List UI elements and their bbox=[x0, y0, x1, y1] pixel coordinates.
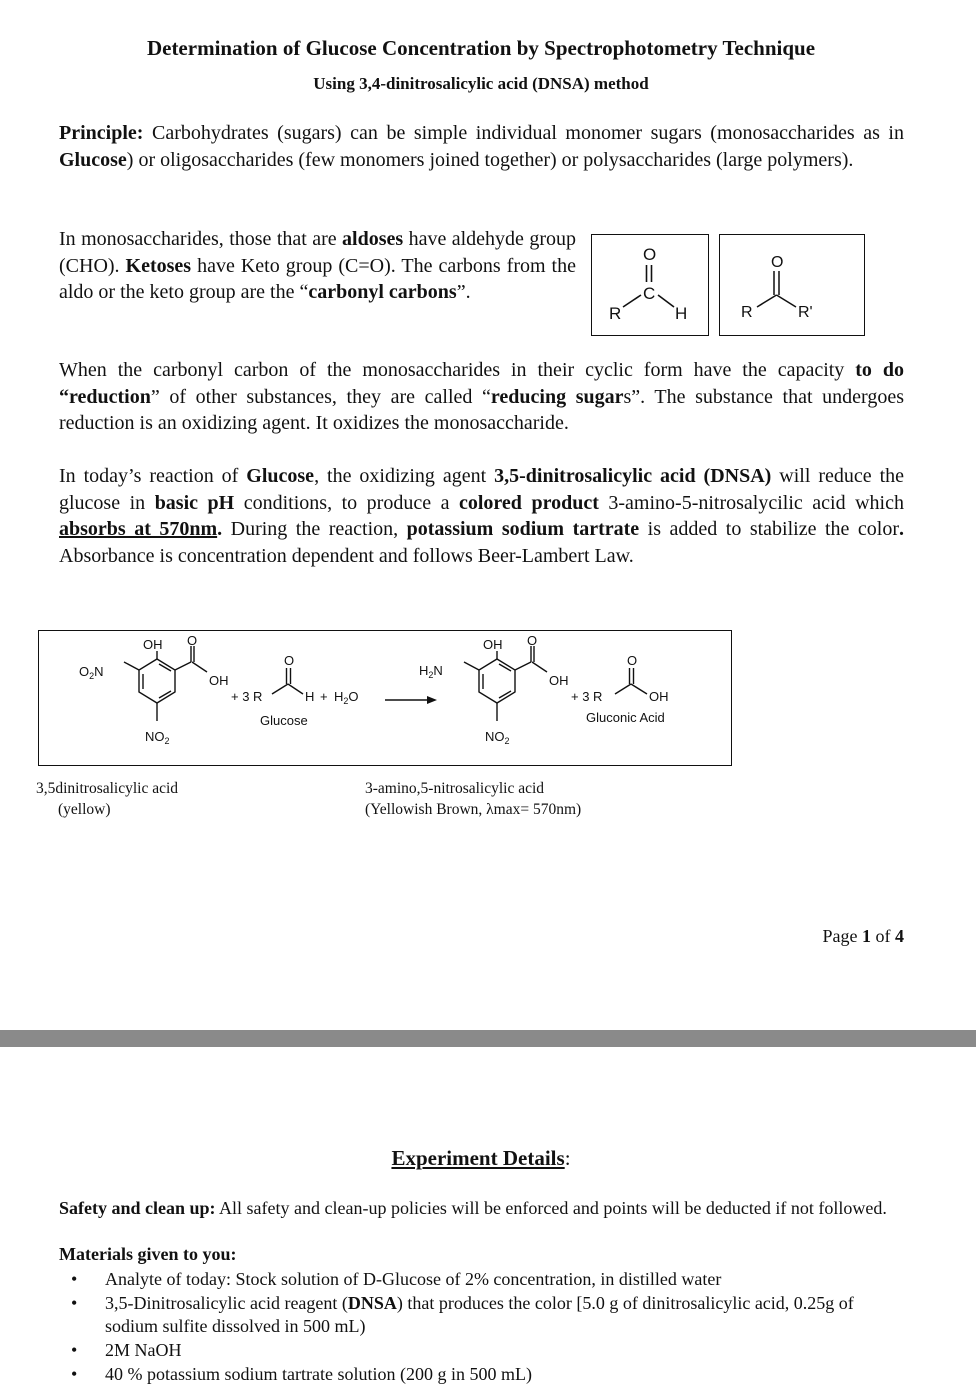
product-caption-line-1: 3-amino,5-nitrosalicylic acid bbox=[365, 780, 545, 797]
reaction-text-4: conditions, to produce a bbox=[234, 491, 459, 514]
glucose-name-label: Glucose bbox=[260, 713, 308, 728]
product-caption bbox=[365, 778, 581, 820]
experiment-details-title: Experiment Details bbox=[391, 1146, 565, 1170]
page-number-total: 4 bbox=[895, 926, 904, 946]
principle-bold-glucose: Glucose bbox=[59, 148, 127, 171]
document-title: Determination of Glucose Concentration by Spectrophotometry Technique bbox=[146, 36, 816, 60]
product-caption-line-2: (Yellowish Brown, λmax= 570nm) bbox=[365, 801, 582, 818]
bullet: • bbox=[71, 1364, 78, 1384]
aldehyde-structure-diagram bbox=[592, 235, 708, 335]
principle-text-2: ) or oligosaccharides (few monomers joined together) or polysaccharides (large polymers). bbox=[126, 148, 854, 171]
dnsa-no2-label: $NO_2$ bbox=[145, 729, 170, 746]
aldehyde-r-label: R bbox=[609, 304, 622, 323]
safety-paragraph bbox=[59, 1197, 905, 1220]
reducing-text-2: ” of other substances, they are called “ bbox=[150, 385, 491, 408]
page-number bbox=[823, 926, 905, 947]
reaction-scheme-box bbox=[38, 630, 732, 766]
dnsa-cooh-oh-label: OH bbox=[209, 673, 229, 688]
aldehyde-c-label: C bbox=[643, 284, 656, 303]
experiment-details-colon: : bbox=[564, 1146, 571, 1170]
principle-paragraph bbox=[59, 120, 904, 173]
reaction-bold-tartrate: potassium sodium tartrate bbox=[406, 518, 640, 540]
product-molecule bbox=[464, 646, 547, 721]
gluconic-coefficient-label: + 3 R bbox=[571, 689, 603, 704]
page-divider bbox=[0, 1030, 976, 1047]
safety-label: Safety and clean up: bbox=[59, 1198, 216, 1218]
reaction-text-2: , the oxidizing agent bbox=[314, 465, 495, 487]
monosaccharides-paragraph bbox=[59, 226, 576, 306]
ketone-structure-box bbox=[719, 234, 865, 336]
dnsa-carbonyl-o-label: O bbox=[187, 633, 198, 648]
mono-text-2: have aldehyde group (CHO). bbox=[59, 228, 576, 277]
gluconic-oh-label: OH bbox=[649, 689, 669, 704]
material-bold-dnsa: DNSA bbox=[347, 1293, 397, 1313]
mono-bold-carbonyl: carbonyl carbons bbox=[308, 281, 457, 303]
reaction-bold-ph: basic pH bbox=[154, 491, 235, 514]
page-2 bbox=[0, 1047, 976, 1398]
reaction-text-5: 3-amino-5-nitrosalycilic acid which bbox=[598, 491, 904, 514]
glucose-o-label: O bbox=[284, 653, 295, 668]
glucose-molecule bbox=[272, 668, 303, 694]
reaction-bold-dnsa: 3,5-dinitrosalicylic acid (DNSA) bbox=[494, 465, 772, 487]
page-number-prefix: Page bbox=[822, 926, 862, 946]
list-item bbox=[59, 1268, 905, 1291]
principle-text-1: Carbohydrates (sugars) can be simple individual monomer sugars (monosaccharides as in bbox=[143, 122, 904, 144]
reducing-bold-1: to do “reduction bbox=[59, 359, 904, 408]
reaction-arrow bbox=[385, 696, 437, 704]
aldehyde-h-label: H bbox=[675, 304, 688, 323]
reaction-text-1: In today’s reaction of bbox=[59, 465, 247, 487]
gluconic-acid-molecule bbox=[615, 668, 647, 694]
dnsa-caption bbox=[36, 778, 178, 820]
mono-bold-aldoses: aldoses bbox=[342, 228, 404, 250]
ketone-structure-diagram bbox=[720, 235, 864, 335]
page-number-of: of bbox=[871, 926, 895, 946]
bullet: • bbox=[71, 1340, 78, 1360]
aldehyde-structure-box bbox=[591, 234, 709, 336]
product-no2-label: $NO_2$ bbox=[485, 729, 510, 746]
dnsa-molecule bbox=[124, 646, 207, 721]
page-number-current: 1 bbox=[862, 926, 871, 946]
experiment-details-heading bbox=[0, 1146, 962, 1171]
reducing-text-3: s”. The substance that undergoes reduction is an oxidizing agent. It oxidizes the monosaccharide. bbox=[59, 385, 904, 434]
reaction-bold-period-2: . bbox=[899, 518, 904, 540]
gluconic-o-label: O bbox=[627, 653, 638, 668]
reaction-bold-underline-570: absorbs at 570nm bbox=[59, 518, 218, 540]
product-h2n-label: $H_2N$ bbox=[419, 663, 443, 680]
dnsa-caption-line-2: (yellow) bbox=[58, 801, 111, 818]
principle-label: Principle: bbox=[59, 122, 144, 144]
reducing-bold-2: reducing sugar bbox=[490, 385, 624, 408]
water-label: $H_2O$ bbox=[334, 689, 359, 706]
ketone-r-label: R bbox=[741, 304, 753, 321]
list-item bbox=[59, 1292, 905, 1338]
ketone-o-label: O bbox=[771, 254, 784, 271]
ketone-r-prime-label: R' bbox=[798, 304, 813, 321]
material-text: 3,5-Dinitrosalicylic acid reagent ( bbox=[105, 1293, 348, 1313]
reaction-text-7: is added to stabilize the color bbox=[639, 518, 899, 540]
bullet: • bbox=[71, 1269, 78, 1289]
reaction-paragraph bbox=[59, 463, 904, 569]
mono-text-3: have Keto group (C=O). The carbons from the aldo or the keto group are the “ bbox=[59, 254, 576, 303]
bullet: • bbox=[71, 1293, 78, 1313]
reaction-scheme-diagram bbox=[39, 631, 731, 765]
glucose-coefficient-label: + 3 R bbox=[231, 689, 263, 704]
glucose-h-label: H bbox=[305, 689, 315, 704]
reducing-text-1: When the carbonyl carbon of the monosaccharides in their cyclic form have the capacity bbox=[59, 359, 856, 381]
reaction-bold-period-1: . bbox=[217, 518, 223, 540]
reaction-text-8: Absorbance is concentration dependent and follows Beer-Lambert Law. bbox=[59, 544, 634, 567]
reaction-text-3: will reduce the glucose in bbox=[59, 465, 905, 514]
material-text-2: ) that produces the color [5.0 g of dinitrosalicylic acid, 0.25g of sodium sulfite dissolved in 500 mL) bbox=[105, 1293, 854, 1336]
dnsa-oh-label: OH bbox=[143, 637, 163, 652]
reaction-text-6: During the reaction, bbox=[222, 518, 407, 540]
document-subtitle: Using 3,4-dinitrosalicylic acid (DNSA) method bbox=[313, 74, 649, 93]
product-cooh-oh-label: OH bbox=[549, 673, 569, 688]
water-plus-label: + bbox=[320, 689, 328, 704]
gluconic-acid-name-label: Gluconic Acid bbox=[586, 710, 665, 725]
materials-heading: Materials given to you: bbox=[59, 1244, 237, 1264]
safety-text: All safety and clean-up policies will be enforced and points will be deducted if not followed. bbox=[215, 1198, 887, 1218]
materials-list bbox=[59, 1268, 905, 1387]
mono-text-4: ”. bbox=[456, 281, 471, 303]
mono-text-1: In monosaccharides, those that are bbox=[59, 228, 343, 250]
reaction-bold-colored-product: colored product bbox=[458, 491, 599, 514]
aldehyde-o-label: O bbox=[643, 245, 657, 264]
reducing-sugar-paragraph bbox=[59, 357, 904, 437]
material-text: 2M NaOH bbox=[105, 1340, 182, 1360]
dnsa-o2n-label: $O_2N$ bbox=[79, 664, 104, 681]
mono-bold-ketoses: Ketoses bbox=[125, 254, 192, 277]
material-text: 40 % potassium sodium tartrate solution (200 g in 500 mL) bbox=[105, 1364, 532, 1384]
reaction-bold-glucose: Glucose bbox=[246, 465, 315, 487]
product-oh-label: OH bbox=[483, 637, 503, 652]
list-item bbox=[59, 1363, 905, 1386]
dnsa-caption-line-1: 3,5dinitrosalicylic acid bbox=[36, 780, 179, 797]
product-carbonyl-o-label: O bbox=[527, 633, 538, 648]
list-item bbox=[59, 1339, 905, 1362]
material-text: Analyte of today: Stock solution of D-Glucose of 2% concentration, in distilled water bbox=[105, 1269, 722, 1289]
